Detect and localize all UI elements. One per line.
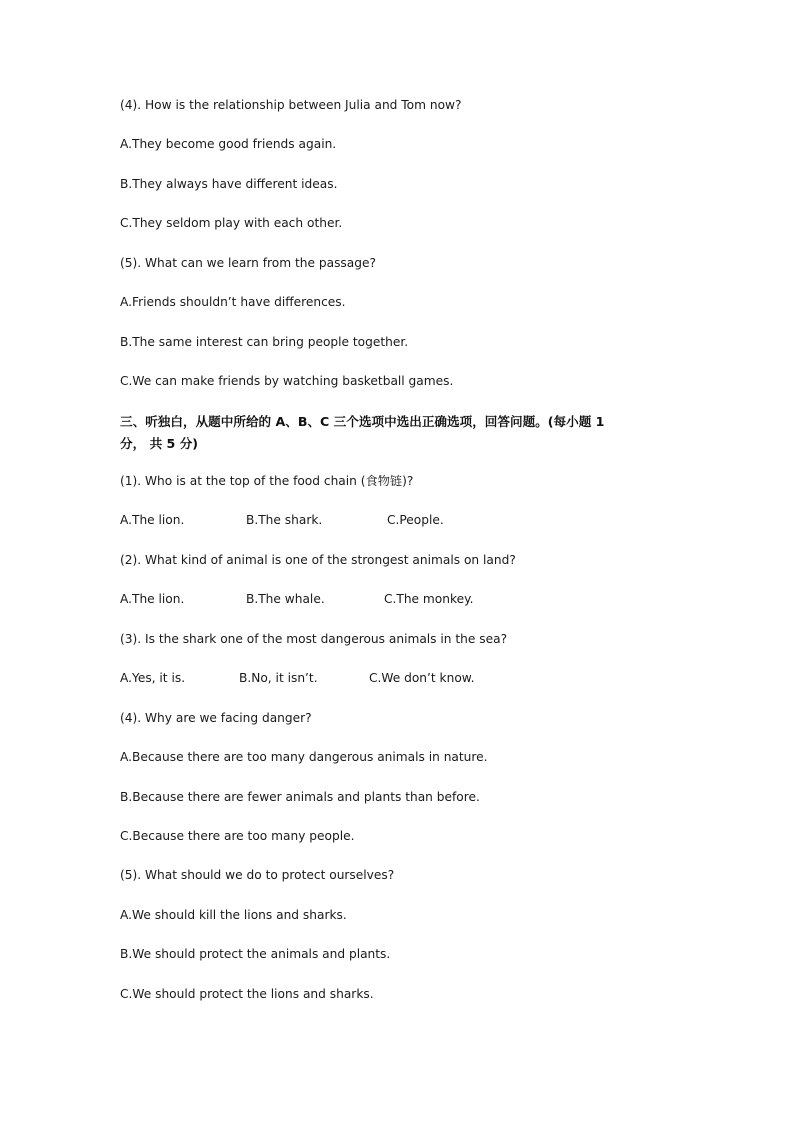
part3-q5-option-c: C.We should protect the lions and sharks. bbox=[120, 987, 374, 1001]
part3-q4-option-a: A.Because there are too many dangerous animals in nature. bbox=[120, 750, 488, 764]
part3-q1-options bbox=[120, 512, 680, 528]
part3-q5-question: (5). What should we do to protect ourselves? bbox=[120, 868, 395, 882]
part2-q5-option-a: A.Friends shouldn’t have differences. bbox=[120, 295, 346, 309]
part2-q4-option-a: A.They become good friends again. bbox=[120, 137, 337, 151]
part2-q4-question: (4). How is the relationship between Julia and Tom now? bbox=[120, 98, 462, 112]
part3-q1-question: (1). Who is at the top of the food chain (食物链)? bbox=[120, 474, 414, 488]
part2-q5-option-c: C.We can make friends by watching basketball games. bbox=[120, 374, 454, 388]
part3-q4-option-b: B.Because there are fewer animals and plants than before. bbox=[120, 790, 480, 804]
part3-q3-option-c: C.We don’t know. bbox=[369, 671, 475, 685]
part3-q3-question: (3). Is the shark one of the most dangerous animals in the sea? bbox=[120, 632, 508, 646]
part3-q2-question: (2). What kind of animal is one of the strongest animals on land? bbox=[120, 553, 516, 567]
part3-q2-options bbox=[120, 591, 680, 607]
part3-q2-option-b: B.The whale. bbox=[246, 592, 325, 606]
section-heading-line2: 分， 共 5 分) bbox=[120, 436, 199, 451]
section-heading-line1: 三、听独白，从题中所给的 A、B、C 三个选项中选出正确选项，回答问题。(每小题 1 bbox=[120, 414, 605, 429]
part3-q3-option-a: A.Yes, it is. bbox=[120, 671, 186, 685]
part3-q5-option-b: B.We should protect the animals and plants. bbox=[120, 947, 391, 961]
part3-q3-options bbox=[120, 670, 680, 686]
part3-q2-option-a: A.The lion. bbox=[120, 592, 185, 606]
part3-q1-option-c: C.People. bbox=[387, 513, 444, 527]
part3-q2-option-c: C.The monkey. bbox=[384, 592, 474, 606]
section-heading-part3 bbox=[120, 411, 680, 455]
part2-q5-question: (5). What can we learn from the passage? bbox=[120, 256, 376, 270]
part3-q4-option-c: C.Because there are too many people. bbox=[120, 829, 355, 843]
part2-q4-option-c: C.They seldom play with each other. bbox=[120, 216, 343, 230]
part3-q1-option-b: B.The shark. bbox=[246, 513, 323, 527]
part3-q3-option-b: B.No, it isn’t. bbox=[239, 671, 318, 685]
part3-q1-option-a: A.The lion. bbox=[120, 513, 185, 527]
part3-q5-option-a: A.We should kill the lions and sharks. bbox=[120, 908, 347, 922]
part2-q4-option-b: B.They always have different ideas. bbox=[120, 177, 338, 191]
part2-q5-option-b: B.The same interest can bring people together. bbox=[120, 335, 409, 349]
part3-q4-question: (4). Why are we facing danger? bbox=[120, 711, 312, 725]
